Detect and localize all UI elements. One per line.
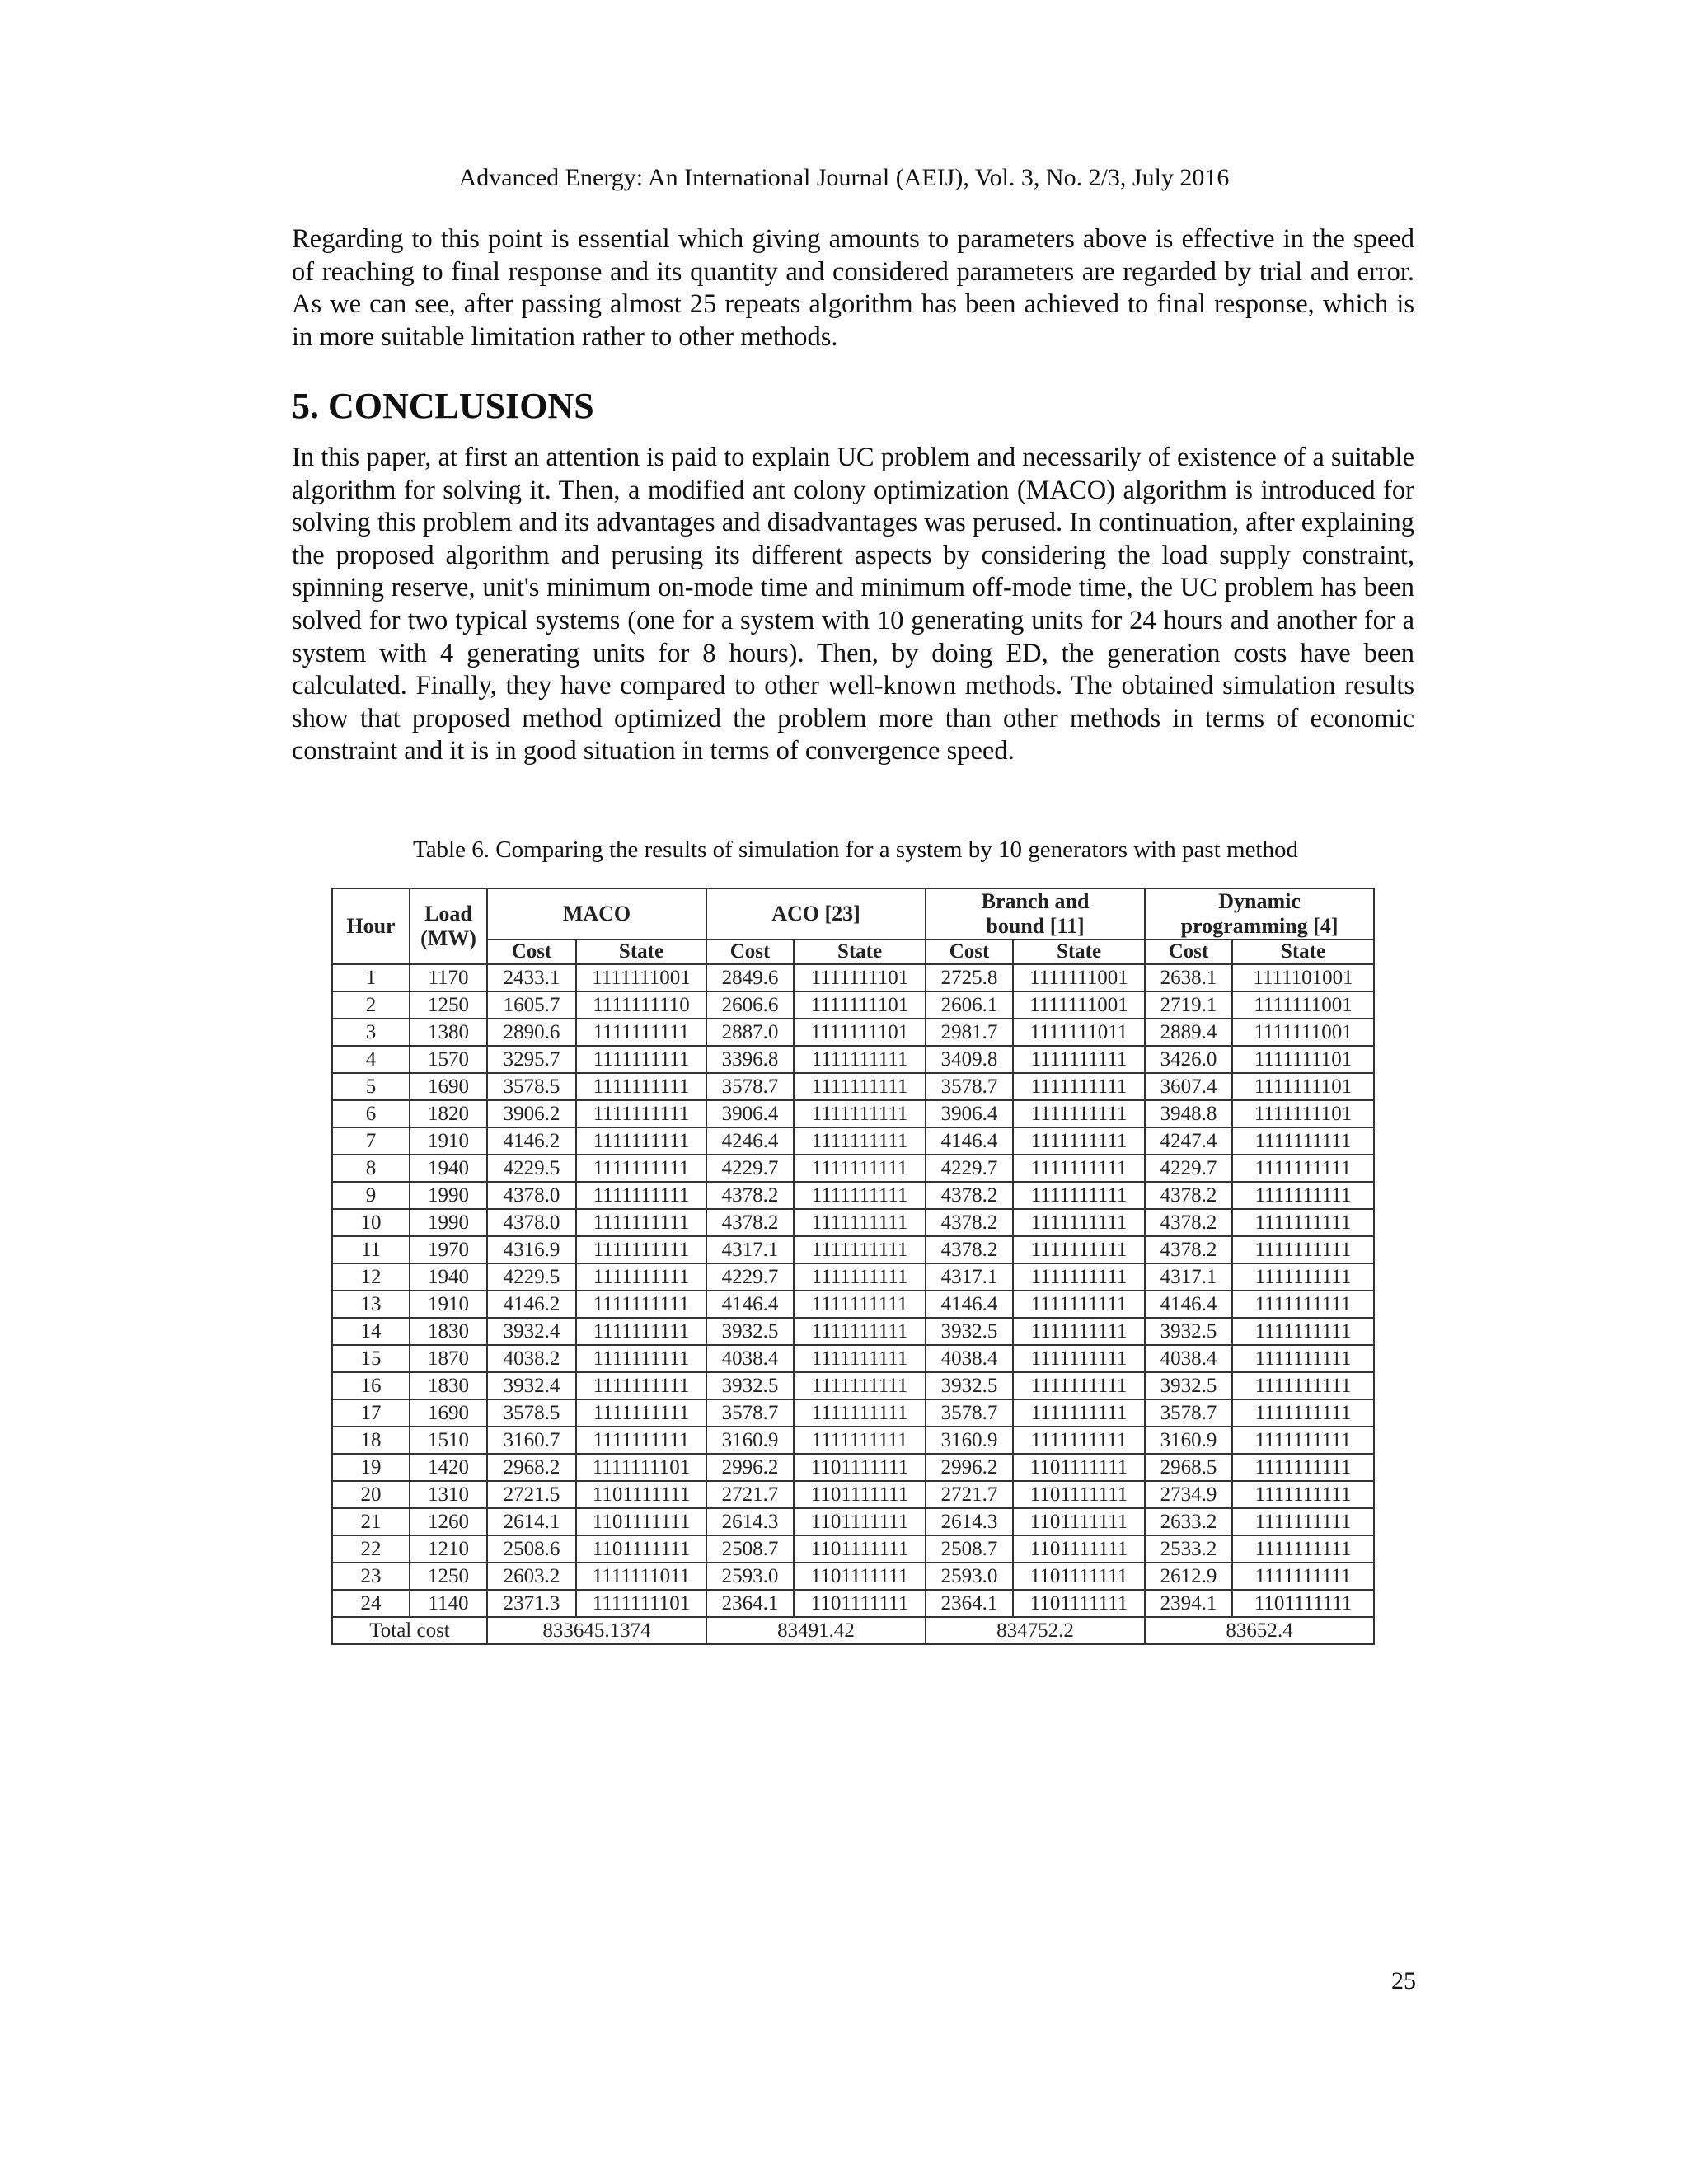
cell-aco-cost: 3396.8	[706, 1046, 794, 1073]
cell-dp-state: 1111111111	[1232, 1182, 1374, 1209]
cell-dp-state: 1111111101	[1232, 1100, 1374, 1127]
cell-bb-cost: 2721.7	[926, 1481, 1013, 1508]
subheader-maco-cost: Cost	[487, 940, 576, 964]
cell-hour: 11	[332, 1236, 410, 1263]
cell-maco-state: 1111111101	[576, 1454, 706, 1481]
cell-load: 1690	[410, 1399, 487, 1427]
cell-bb-state: 1101111111	[1013, 1481, 1145, 1508]
cell-aco-cost: 2887.0	[706, 1019, 794, 1046]
cell-aco-cost: 2508.7	[706, 1535, 794, 1563]
cell-hour: 21	[332, 1508, 410, 1535]
total-cost-branch-and-bound: 834752.2	[926, 1617, 1145, 1644]
cell-dp-cost: 3160.9	[1145, 1427, 1232, 1454]
table-row	[332, 964, 1374, 991]
cell-load: 1380	[410, 1019, 487, 1046]
cell-bb-state: 1111111111	[1013, 1100, 1145, 1127]
table-row	[332, 1427, 1374, 1454]
cell-aco-cost: 3932.5	[706, 1318, 794, 1345]
cell-bb-state: 1101111111	[1013, 1535, 1145, 1563]
cell-hour: 2	[332, 991, 410, 1019]
cell-maco-state: 1111111111	[576, 1182, 706, 1209]
cell-bb-cost: 4317.1	[926, 1263, 1013, 1291]
cell-load: 1510	[410, 1427, 487, 1454]
table-body	[332, 964, 1374, 1617]
table-row	[332, 1263, 1374, 1291]
cell-hour: 1	[332, 964, 410, 991]
cell-load: 1830	[410, 1372, 487, 1399]
cell-dp-state: 1111111111	[1232, 1209, 1374, 1236]
cell-load: 1170	[410, 964, 487, 991]
cell-dp-cost: 4378.2	[1145, 1209, 1232, 1236]
cell-bb-cost: 3160.9	[926, 1427, 1013, 1454]
cell-bb-cost: 4378.2	[926, 1236, 1013, 1263]
table-row	[332, 1399, 1374, 1427]
cell-maco-state: 1111111111	[576, 1372, 706, 1399]
cell-bb-state: 1111111001	[1013, 991, 1145, 1019]
cell-bb-cost: 2593.0	[926, 1563, 1013, 1590]
cell-dp-state: 1111111101	[1232, 1073, 1374, 1100]
cell-hour: 4	[332, 1046, 410, 1073]
cell-hour: 16	[332, 1372, 410, 1399]
subheader-dp-state: State	[1232, 940, 1374, 964]
cell-dp-state: 1111111001	[1232, 991, 1374, 1019]
subheader-bb-cost: Cost	[926, 940, 1013, 964]
cell-dp-cost: 2889.4	[1145, 1019, 1232, 1046]
cell-aco-cost: 4246.4	[706, 1127, 794, 1155]
cell-aco-state: 1111111111	[794, 1318, 926, 1345]
cell-hour: 23	[332, 1563, 410, 1590]
cell-aco-state: 1101111111	[794, 1454, 926, 1481]
cell-maco-cost: 2603.2	[487, 1563, 576, 1590]
cell-maco-cost: 4038.2	[487, 1345, 576, 1372]
cell-dp-state: 1111111111	[1232, 1535, 1374, 1563]
cell-bb-cost: 4378.2	[926, 1209, 1013, 1236]
cell-maco-state: 1111111111	[576, 1236, 706, 1263]
cell-bb-cost: 3578.7	[926, 1073, 1013, 1100]
cell-bb-cost: 3932.5	[926, 1372, 1013, 1399]
cell-maco-state: 1111111111	[576, 1291, 706, 1318]
cell-maco-state: 1111111111	[576, 1046, 706, 1073]
cell-hour: 5	[332, 1073, 410, 1100]
cell-aco-state: 1101111111	[794, 1508, 926, 1535]
cell-bb-state: 1111111111	[1013, 1236, 1145, 1263]
cell-maco-cost: 4146.2	[487, 1291, 576, 1318]
subheader-aco-state: State	[794, 940, 926, 964]
cell-aco-cost: 4317.1	[706, 1236, 794, 1263]
cell-bb-state: 1111111111	[1013, 1291, 1145, 1318]
table-row	[332, 1209, 1374, 1236]
paragraph-conclusions: In this paper, at first an attention is paid to explain UC problem and necessarily of existence of a suitable algorithm for solving it. Then, a modified ant colony optimization (MACO) algorithm is introduced for solving this problem and its advantages and disadvantages was perused. In continuation, after explaining the proposed algorithm and perusing its different aspects by considering the load supply constraint, spinning reserve, unit's minimum on-mode time and minimum off-mode time, the UC problem has been solved for two typical systems (one for a system with 10 generating units for 24 hours and another for a system with 4 generating units for 8 hours). Then, by doing ED, the generation costs have been calculated. Finally, they have compared to other well-known methods. The obtained simulation results show that proposed method optimized the problem more than other methods in terms of economic constraint and it is in good situation in terms of convergence speed.	[292, 443, 1414, 766]
cell-dp-cost: 2734.9	[1145, 1481, 1232, 1508]
cell-aco-state: 1101111111	[794, 1590, 926, 1617]
cell-aco-cost: 4229.7	[706, 1155, 794, 1182]
cell-bb-cost: 2364.1	[926, 1590, 1013, 1617]
cell-bb-cost: 4038.4	[926, 1345, 1013, 1372]
table-row	[332, 1535, 1374, 1563]
cell-dp-cost: 3426.0	[1145, 1046, 1232, 1073]
cell-bb-state: 1111111111	[1013, 1073, 1145, 1100]
cell-bb-cost: 4229.7	[926, 1155, 1013, 1182]
cell-aco-state: 1111111111	[794, 1372, 926, 1399]
cell-hour: 9	[332, 1182, 410, 1209]
cell-maco-cost: 2890.6	[487, 1019, 576, 1046]
cell-load: 1140	[410, 1590, 487, 1617]
cell-aco-state: 1101111111	[794, 1563, 926, 1590]
cell-aco-state: 1111111111	[794, 1100, 926, 1127]
cell-bb-cost: 2606.1	[926, 991, 1013, 1019]
cell-dp-cost: 3578.7	[1145, 1399, 1232, 1427]
cell-maco-state: 1111111111	[576, 1209, 706, 1236]
table-row	[332, 1155, 1374, 1182]
cell-aco-cost: 4378.2	[706, 1182, 794, 1209]
cell-bb-cost: 2508.7	[926, 1535, 1013, 1563]
section-heading-conclusions: 5. CONCLUSIONS	[292, 386, 594, 426]
cell-aco-state: 1111111111	[794, 1209, 926, 1236]
cell-bb-state: 1101111111	[1013, 1508, 1145, 1535]
cell-dp-cost: 2719.1	[1145, 991, 1232, 1019]
cell-load: 1940	[410, 1263, 487, 1291]
cell-bb-cost: 2725.8	[926, 964, 1013, 991]
table-row	[332, 1345, 1374, 1372]
cell-dp-cost: 4229.7	[1145, 1155, 1232, 1182]
cell-aco-cost: 4146.4	[706, 1291, 794, 1318]
cell-dp-cost: 4378.2	[1145, 1182, 1232, 1209]
cell-hour: 20	[332, 1481, 410, 1508]
subheader-aco-cost: Cost	[706, 940, 794, 964]
cell-dp-state: 1101111111	[1232, 1590, 1374, 1617]
cell-bb-state: 1111111111	[1013, 1345, 1145, 1372]
cell-aco-state: 1111111111	[794, 1155, 926, 1182]
cell-dp-state: 1111111111	[1232, 1563, 1374, 1590]
cell-dp-state: 1111111101	[1232, 1046, 1374, 1073]
cell-maco-cost: 3906.2	[487, 1100, 576, 1127]
table-row	[332, 1100, 1374, 1127]
cell-hour: 12	[332, 1263, 410, 1291]
cell-bb-cost: 3578.7	[926, 1399, 1013, 1427]
cell-bb-state: 1111111111	[1013, 1263, 1145, 1291]
cell-maco-state: 1111111101	[576, 1590, 706, 1617]
cell-bb-state: 1111111111	[1013, 1427, 1145, 1454]
cell-load: 1910	[410, 1127, 487, 1155]
table-row	[332, 1291, 1374, 1318]
cell-dp-cost: 4038.4	[1145, 1345, 1232, 1372]
cell-aco-cost: 2364.1	[706, 1590, 794, 1617]
cell-load: 1260	[410, 1508, 487, 1535]
cell-hour: 6	[332, 1100, 410, 1127]
cell-maco-state: 1101111111	[576, 1481, 706, 1508]
table-row	[332, 1127, 1374, 1155]
cell-aco-cost: 2721.7	[706, 1481, 794, 1508]
total-cost-label: Total cost	[332, 1617, 487, 1644]
table-row	[332, 991, 1374, 1019]
subheader-dp-cost: Cost	[1145, 940, 1232, 964]
results-table-container	[331, 888, 1373, 1645]
cell-dp-state: 1111111111	[1232, 1291, 1374, 1318]
cell-dp-state: 1111111111	[1232, 1263, 1374, 1291]
cell-load: 1820	[410, 1100, 487, 1127]
cell-dp-state: 1111111111	[1232, 1155, 1374, 1182]
cell-dp-cost: 3607.4	[1145, 1073, 1232, 1100]
cell-aco-state: 1111111111	[794, 1127, 926, 1155]
cell-maco-cost: 4378.0	[487, 1182, 576, 1209]
cell-aco-state: 1111111111	[794, 1399, 926, 1427]
subheader-bb-state: State	[1013, 940, 1145, 964]
cell-maco-state: 1101111111	[576, 1535, 706, 1563]
table-subheader-row	[332, 940, 1374, 964]
cell-bb-state: 1101111111	[1013, 1563, 1145, 1590]
cell-aco-state: 1111111101	[794, 1019, 926, 1046]
results-table	[331, 888, 1375, 1645]
cell-load: 1970	[410, 1236, 487, 1263]
cell-aco-state: 1111111111	[794, 1263, 926, 1291]
cell-maco-state: 1111111111	[576, 1073, 706, 1100]
cell-bb-cost: 3906.4	[926, 1100, 1013, 1127]
cell-aco-state: 1101111111	[794, 1535, 926, 1563]
cell-bb-cost: 4378.2	[926, 1182, 1013, 1209]
cell-hour: 17	[332, 1399, 410, 1427]
cell-hour: 18	[332, 1427, 410, 1454]
cell-maco-cost: 3578.5	[487, 1073, 576, 1100]
cell-load: 1250	[410, 991, 487, 1019]
cell-dp-cost: 3948.8	[1145, 1100, 1232, 1127]
cell-load: 1420	[410, 1454, 487, 1481]
cell-bb-state: 1111111111	[1013, 1127, 1145, 1155]
cell-bb-cost: 2996.2	[926, 1454, 1013, 1481]
cell-aco-cost: 4378.2	[706, 1209, 794, 1236]
cell-bb-cost: 2614.3	[926, 1508, 1013, 1535]
cell-hour: 10	[332, 1209, 410, 1236]
cell-dp-state: 1111111111	[1232, 1481, 1374, 1508]
cell-dp-cost: 4247.4	[1145, 1127, 1232, 1155]
cell-maco-state: 1101111111	[576, 1508, 706, 1535]
cell-dp-state: 1111111111	[1232, 1127, 1374, 1155]
cell-aco-state: 1111111111	[794, 1427, 926, 1454]
table-row	[332, 1508, 1374, 1535]
subheader-maco-state: State	[576, 940, 706, 964]
cell-maco-state: 1111111001	[576, 964, 706, 991]
cell-maco-state: 1111111110	[576, 991, 706, 1019]
cell-bb-cost: 2981.7	[926, 1019, 1013, 1046]
cell-load: 1870	[410, 1345, 487, 1372]
col-header-aco: ACO [23]	[706, 888, 926, 940]
cell-load: 1250	[410, 1563, 487, 1590]
cell-dp-state: 1111111111	[1232, 1372, 1374, 1399]
table-row	[332, 1563, 1374, 1590]
cell-dp-cost: 2633.2	[1145, 1508, 1232, 1535]
cell-maco-state: 1111111111	[576, 1427, 706, 1454]
cell-hour: 13	[332, 1291, 410, 1318]
cell-load: 1210	[410, 1535, 487, 1563]
cell-aco-cost: 3932.5	[706, 1372, 794, 1399]
cell-bb-state: 1111111001	[1013, 964, 1145, 991]
table-row	[332, 1318, 1374, 1345]
cell-maco-cost: 2968.2	[487, 1454, 576, 1481]
cell-bb-state: 1101111111	[1013, 1590, 1145, 1617]
cell-aco-cost: 3578.7	[706, 1073, 794, 1100]
cell-bb-state: 1111111111	[1013, 1372, 1145, 1399]
cell-maco-cost: 4229.5	[487, 1155, 576, 1182]
cell-aco-state: 1101111111	[794, 1481, 926, 1508]
table-caption: Table 6. Comparing the results of simulation for a system by 10 generators with past method	[413, 837, 1298, 863]
cell-aco-cost: 2614.3	[706, 1508, 794, 1535]
page-number: 25	[1391, 1967, 1416, 1994]
total-cost-row	[332, 1617, 1374, 1644]
table-row	[332, 1590, 1374, 1617]
col-header-maco: MACO	[487, 888, 706, 940]
cell-aco-cost: 3906.4	[706, 1100, 794, 1127]
cell-aco-cost: 2593.0	[706, 1563, 794, 1590]
cell-hour: 22	[332, 1535, 410, 1563]
cell-maco-state: 1111111111	[576, 1263, 706, 1291]
cell-aco-state: 1111111111	[794, 1182, 926, 1209]
cell-aco-cost: 4038.4	[706, 1345, 794, 1372]
cell-dp-state: 1111111111	[1232, 1399, 1374, 1427]
cell-dp-state: 1111111111	[1232, 1236, 1374, 1263]
total-cost-maco: 833645.1374	[487, 1617, 706, 1644]
table-row	[332, 1046, 1374, 1073]
table-row	[332, 1372, 1374, 1399]
cell-maco-state: 1111111111	[576, 1019, 706, 1046]
cell-aco-cost: 2849.6	[706, 964, 794, 991]
cell-maco-cost: 1605.7	[487, 991, 576, 1019]
cell-maco-state: 1111111111	[576, 1127, 706, 1155]
col-header-branch-and-bound: Branch and bound [11]	[926, 888, 1145, 940]
total-cost-aco: 83491.42	[706, 1617, 926, 1644]
cell-aco-cost: 3160.9	[706, 1427, 794, 1454]
cell-maco-state: 1111111111	[576, 1345, 706, 1372]
cell-maco-cost: 4316.9	[487, 1236, 576, 1263]
cell-dp-cost: 3932.5	[1145, 1372, 1232, 1399]
cell-aco-state: 1111111101	[794, 964, 926, 991]
cell-dp-state: 1111111111	[1232, 1318, 1374, 1345]
cell-hour: 3	[332, 1019, 410, 1046]
cell-load: 1940	[410, 1155, 487, 1182]
cell-hour: 15	[332, 1345, 410, 1372]
cell-dp-cost: 2968.5	[1145, 1454, 1232, 1481]
cell-bb-cost: 3409.8	[926, 1046, 1013, 1073]
running-header: Advanced Energy: An International Journal (AEIJ), Vol. 3, No. 2/3, July 2016	[458, 164, 1230, 191]
cell-bb-state: 1111111111	[1013, 1182, 1145, 1209]
cell-dp-state: 1111111111	[1232, 1454, 1374, 1481]
cell-maco-cost: 2721.5	[487, 1481, 576, 1508]
cell-aco-state: 1111111111	[794, 1073, 926, 1100]
cell-aco-state: 1111111111	[794, 1291, 926, 1318]
cell-maco-cost: 2371.3	[487, 1590, 576, 1617]
cell-bb-state: 1111111111	[1013, 1399, 1145, 1427]
cell-dp-state: 1111111111	[1232, 1508, 1374, 1535]
table-row	[332, 1481, 1374, 1508]
cell-aco-state: 1111111111	[794, 1046, 926, 1073]
cell-dp-state: 1111101001	[1232, 964, 1374, 991]
cell-bb-state: 1111111111	[1013, 1209, 1145, 1236]
cell-dp-cost: 4317.1	[1145, 1263, 1232, 1291]
cell-maco-state: 1111111111	[576, 1318, 706, 1345]
cell-maco-state: 1111111011	[576, 1563, 706, 1590]
cell-aco-cost: 3578.7	[706, 1399, 794, 1427]
cell-bb-cost: 3932.5	[926, 1318, 1013, 1345]
cell-bb-state: 1111111111	[1013, 1155, 1145, 1182]
cell-aco-state: 1111111101	[794, 991, 926, 1019]
cell-dp-cost: 2612.9	[1145, 1563, 1232, 1590]
cell-maco-cost: 4229.5	[487, 1263, 576, 1291]
cell-load: 1830	[410, 1318, 487, 1345]
cell-bb-cost: 4146.4	[926, 1127, 1013, 1155]
cell-bb-cost: 4146.4	[926, 1291, 1013, 1318]
cell-maco-cost: 3295.7	[487, 1046, 576, 1073]
cell-bb-state: 1111111111	[1013, 1318, 1145, 1345]
cell-bb-state: 1111111111	[1013, 1046, 1145, 1073]
col-header-hour: Hour	[332, 888, 410, 964]
cell-maco-cost: 3932.4	[487, 1318, 576, 1345]
cell-load: 1690	[410, 1073, 487, 1100]
cell-load: 1310	[410, 1481, 487, 1508]
cell-load: 1990	[410, 1209, 487, 1236]
cell-hour: 19	[332, 1454, 410, 1481]
cell-dp-state: 1111111111	[1232, 1427, 1374, 1454]
table-row	[332, 1019, 1374, 1046]
cell-dp-cost: 2638.1	[1145, 964, 1232, 991]
cell-maco-cost: 2433.1	[487, 964, 576, 991]
table-row	[332, 1236, 1374, 1263]
cell-load: 1910	[410, 1291, 487, 1318]
cell-load: 1570	[410, 1046, 487, 1073]
cell-aco-cost: 4229.7	[706, 1263, 794, 1291]
table-row	[332, 1454, 1374, 1481]
col-header-dynamic-programming: Dynamic programming [4]	[1145, 888, 1374, 940]
cell-maco-cost: 2614.1	[487, 1508, 576, 1535]
cell-aco-cost: 2606.6	[706, 991, 794, 1019]
cell-dp-cost: 4146.4	[1145, 1291, 1232, 1318]
cell-dp-state: 1111111001	[1232, 1019, 1374, 1046]
cell-aco-state: 1111111111	[794, 1236, 926, 1263]
cell-dp-cost: 3932.5	[1145, 1318, 1232, 1345]
cell-aco-state: 1111111111	[794, 1345, 926, 1372]
cell-maco-cost: 2508.6	[487, 1535, 576, 1563]
cell-dp-cost: 2533.2	[1145, 1535, 1232, 1563]
cell-maco-state: 1111111111	[576, 1100, 706, 1127]
cell-aco-cost: 2996.2	[706, 1454, 794, 1481]
total-cost-dynamic-programming: 83652.4	[1145, 1617, 1374, 1644]
table-row	[332, 1182, 1374, 1209]
cell-hour: 7	[332, 1127, 410, 1155]
cell-dp-cost: 2394.1	[1145, 1590, 1232, 1617]
cell-bb-state: 1111111011	[1013, 1019, 1145, 1046]
paragraph-parameters: Regarding to this point is essential which giving amounts to parameters above is effective in the speed of reaching to final response and its quantity and considered parameters are regarded by trial and error. As we can see, after passing almost 25 repeats algorithm has been achieved to final response, which is in more suitable limitation rather to other methods.	[292, 224, 1414, 352]
cell-dp-cost: 4378.2	[1145, 1236, 1232, 1263]
table-row	[332, 1073, 1374, 1100]
cell-maco-state: 1111111111	[576, 1399, 706, 1427]
cell-hour: 8	[332, 1155, 410, 1182]
cell-maco-cost: 3932.4	[487, 1372, 576, 1399]
cell-bb-state: 1101111111	[1013, 1454, 1145, 1481]
cell-maco-cost: 4378.0	[487, 1209, 576, 1236]
cell-hour: 24	[332, 1590, 410, 1617]
cell-hour: 14	[332, 1318, 410, 1345]
cell-maco-cost: 3160.7	[487, 1427, 576, 1454]
cell-load: 1990	[410, 1182, 487, 1209]
cell-maco-state: 1111111111	[576, 1155, 706, 1182]
col-header-load: Load (MW)	[410, 888, 487, 964]
cell-maco-cost: 4146.2	[487, 1127, 576, 1155]
cell-maco-cost: 3578.5	[487, 1399, 576, 1427]
table-header-row	[332, 888, 1374, 940]
cell-dp-state: 1111111111	[1232, 1345, 1374, 1372]
